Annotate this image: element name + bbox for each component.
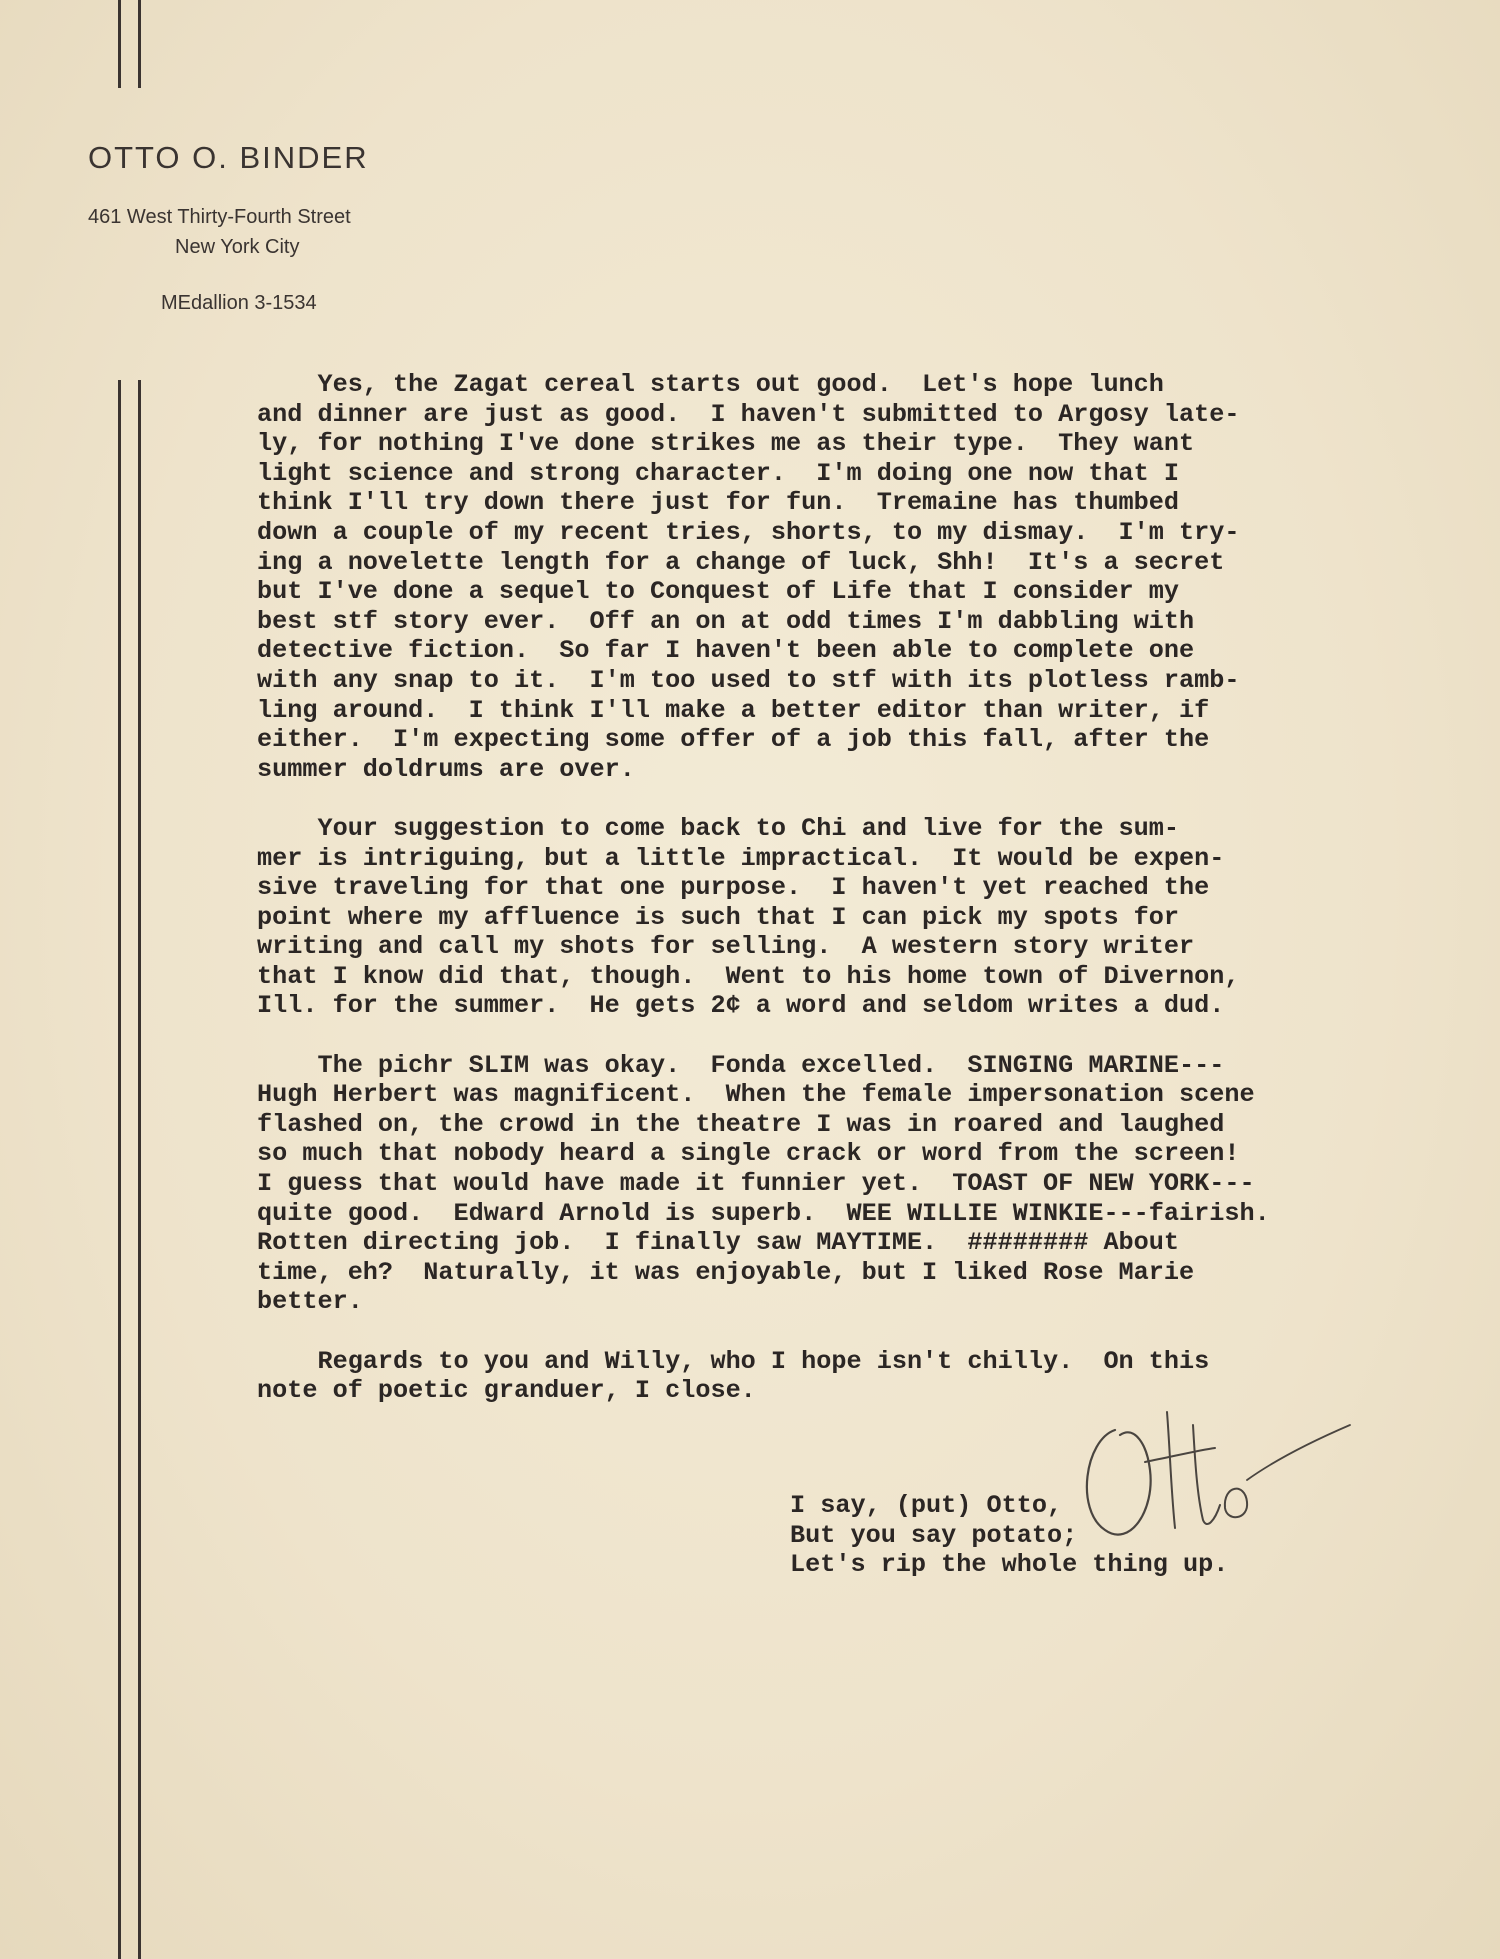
body-line: summer doldrums are over.	[257, 754, 635, 784]
letterhead-phone: MEdallion 3-1534	[161, 292, 317, 314]
body-line: ing a novelette length for a change of luck, Shh! It's a secret	[257, 547, 1225, 577]
body-line: think I'll try down there just for fun. Tremaine has thumbed	[257, 488, 1180, 518]
closing-line: Let's rip the whole thing up.	[790, 1550, 1229, 1580]
closing-line: But you say potato;	[790, 1520, 1078, 1550]
body-line: Your suggestion to come back to Chi and live for the sum-	[257, 813, 1180, 843]
paragraph-3	[257, 1051, 1457, 1317]
paragraph-1	[257, 370, 1457, 784]
paragraph-2	[257, 814, 1457, 1021]
margin-rule-left	[118, 380, 121, 1959]
body-line: Ill. for the summer. He gets 2¢ a word and seldom writes a dud.	[257, 991, 1225, 1021]
body-line: ly, for nothing I've done strikes me as their type. They want	[257, 429, 1195, 459]
body-line: with any snap to it. I'm too used to stf with its plotless ramb-	[257, 665, 1240, 695]
letterhead-name: OTTO O. BINDER	[88, 140, 369, 175]
body-line: so much that nobody heard a single crack or word from the screen!	[257, 1139, 1240, 1169]
body-line: ling around. I think I'll make a better editor than writer, if	[257, 695, 1210, 725]
body-line: Hugh Herbert was magnificent. When the female impersonation scene	[257, 1080, 1255, 1110]
body-line: down a couple of my recent tries, shorts, to my dismay. I'm try-	[257, 517, 1240, 547]
handwritten-signature	[1075, 1390, 1355, 1570]
body-line: best stf story ever. Off an on at odd times I'm dabbling with	[257, 606, 1195, 636]
closing-line: I say, (put) Otto,	[790, 1491, 1063, 1520]
body-line: sive traveling for that one purpose. I haven't yet reached the	[257, 873, 1210, 903]
body-line: note of poetic granduer, I close.	[257, 1376, 756, 1406]
body-line: that I know did that, though. Went to his home town of Divernon,	[257, 961, 1240, 991]
body-line: I guess that would have made it funnier yet. TOAST OF NEW YORK---	[257, 1169, 1255, 1199]
body-line: either. I'm expecting some offer of a job this fall, after the	[257, 725, 1210, 755]
body-line: better.	[257, 1287, 363, 1317]
body-line: Rotten directing job. I finally saw MAYTIME. ######## About	[257, 1228, 1180, 1258]
body-line: quite good. Edward Arnold is superb. WEE WILLIE WINKIE---fairish.	[257, 1198, 1270, 1228]
letter-body	[257, 370, 1457, 1435]
margin-rule-right	[138, 380, 141, 1959]
body-line: The pichr SLIM was okay. Fonda excelled. SINGING MARINE---	[257, 1050, 1225, 1080]
body-line: and dinner are just as good. I haven't submitted to Argosy late-	[257, 399, 1240, 429]
letterhead-city: New York City	[175, 236, 300, 258]
body-line: but I've done a sequel to Conquest of Life that I consider my	[257, 577, 1180, 607]
body-line: writing and call my shots for selling. A western story writer	[257, 932, 1195, 962]
letterhead-street: 461 West Thirty-Fourth Street	[88, 206, 351, 228]
body-line: time, eh? Naturally, it was enjoyable, but I liked Rose Marie	[257, 1257, 1195, 1287]
body-line: detective fiction. So far I haven't been able to complete one	[257, 636, 1195, 666]
body-line: flashed on, the crowd in the theatre I was in roared and laughed	[257, 1109, 1225, 1139]
letterhead-rule-top-right	[138, 0, 141, 88]
letterhead-rule-top-left	[118, 0, 121, 88]
body-line: Yes, the Zagat cereal starts out good. Let's hope lunch	[257, 370, 1164, 399]
letterhead	[88, 140, 488, 318]
body-line: mer is intriguing, but a little impractical. It would be expen-	[257, 843, 1225, 873]
body-line: light science and strong character. I'm doing one now that I	[257, 458, 1180, 488]
body-line: point where my affluence is such that I can pick my spots for	[257, 902, 1180, 932]
body-line: Regards to you and Willy, who I hope isn't chilly. On this	[257, 1346, 1210, 1376]
